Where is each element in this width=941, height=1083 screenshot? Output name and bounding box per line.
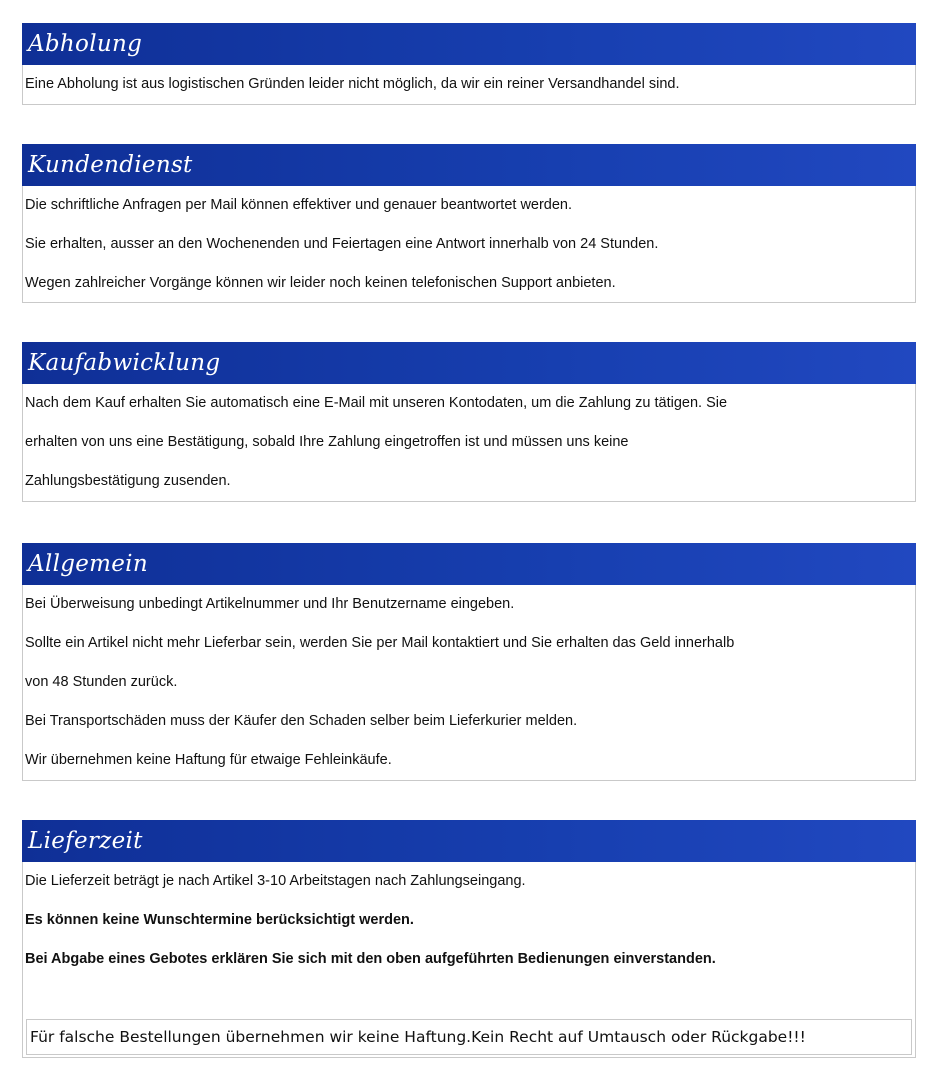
text-line: Die Lieferzeit beträgt je nach Artikel 3-10 Arbeitstagen nach Zahlungseingang.	[25, 873, 526, 889]
section-body	[23, 585, 915, 780]
text-line: von 48 Stunden zurück.	[25, 674, 178, 690]
text-line: Bei Transportschäden muss der Käufer den Schaden selber beim Lieferkurier melden.	[25, 713, 578, 729]
section-title: Kaufabwicklung	[22, 342, 916, 384]
section-allgemein	[22, 543, 916, 781]
section-abholung	[22, 23, 916, 105]
text-line-bold: Es können keine Wunschtermine berücksichtigt werden.	[25, 912, 414, 928]
footer-notice-box	[22, 1017, 916, 1058]
text-line: Eine Abholung ist aus logistischen Gründen leider nicht möglich, da wir ein reiner Versandhandel sind.	[25, 76, 680, 92]
text-line-bold: Bei Abgabe eines Gebotes erklären Sie sich mit den oben aufgeführten Bedienungen einverstanden.	[25, 951, 716, 967]
text-line: erhalten von uns eine Bestätigung, sobald Ihre Zahlung eingetroffen ist und müssen uns keine	[25, 434, 629, 450]
section-lieferzeit	[22, 820, 916, 1019]
text-line: Bei Überweisung unbedingt Artikelnummer und Ihr Benutzername eingeben.	[25, 596, 515, 612]
section-title: Lieferzeit	[22, 820, 916, 862]
section-body	[23, 862, 915, 979]
text-line: Zahlungsbestätigung zusenden.	[25, 473, 231, 489]
section-title: Kundendienst	[22, 144, 916, 186]
text-line: Nach dem Kauf erhalten Sie automatisch eine E-Mail mit unseren Kontodaten, um die Zahlung zu tätigen. Sie	[25, 395, 728, 411]
section-body	[23, 65, 915, 104]
text-line: Wegen zahlreicher Vorgänge können wir leider noch keinen telefonischen Support anbieten.	[25, 275, 616, 291]
text-line: Sollte ein Artikel nicht mehr Lieferbar sein, werden Sie per Mail kontaktiert und Sie erhalten das Geld innerhalb	[25, 635, 735, 651]
section-kundendienst	[22, 144, 916, 303]
text-line: Sie erhalten, ausser an den Wochenenden und Feiertagen eine Antwort innerhalb von 24 Stunden.	[25, 236, 659, 252]
section-kaufabwicklung	[22, 342, 916, 502]
footer-notice-text: Für falsche Bestellungen übernehmen wir keine Haftung.Kein Recht auf Umtausch oder Rückgabe!!!	[26, 1019, 912, 1055]
section-body	[23, 384, 915, 501]
section-title: Abholung	[22, 23, 916, 65]
text-line: Wir übernehmen keine Haftung für etwaige Fehleinkäufe.	[25, 752, 392, 768]
section-title: Allgemein	[22, 543, 916, 585]
text-line: Die schriftliche Anfragen per Mail können effektiver und genauer beantwortet werden.	[25, 197, 573, 213]
section-body	[23, 186, 915, 303]
